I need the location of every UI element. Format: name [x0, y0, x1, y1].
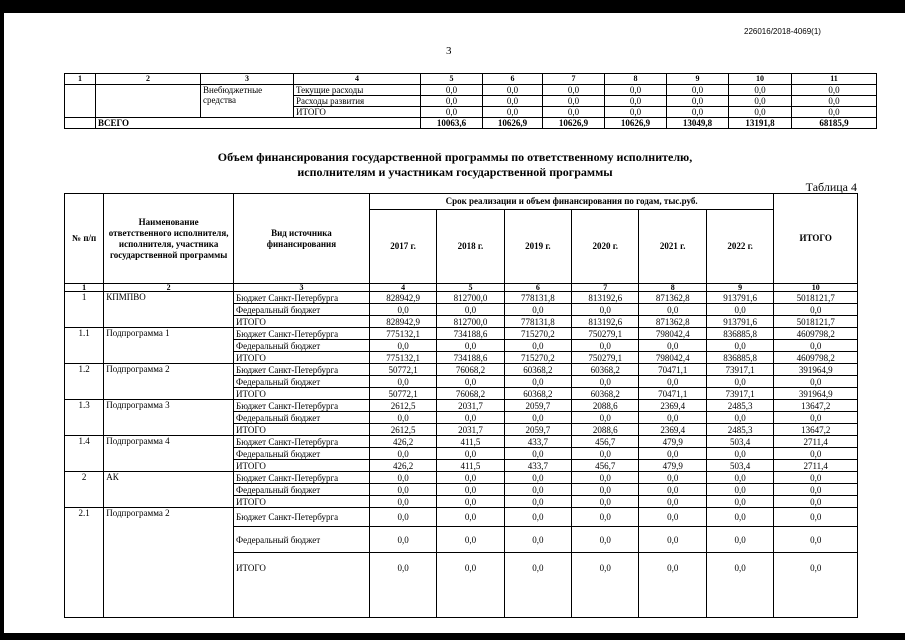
- table-row: [65, 400, 858, 412]
- value-cell: 0,0: [504, 412, 571, 424]
- value-cell: 913791,6: [706, 316, 773, 328]
- funding-source: Федеральный бюджет: [234, 527, 370, 553]
- funding-source: ИТОГО: [234, 388, 370, 400]
- value-cell: 2485,3: [706, 424, 773, 436]
- value-cell: 0,0: [437, 448, 504, 460]
- value-cell: 0,0: [639, 484, 706, 496]
- value-cell: 0,0: [437, 553, 504, 618]
- column-number: 10: [774, 284, 858, 292]
- value-cell: 0,0: [437, 304, 504, 316]
- value-cell: 0,0: [706, 472, 773, 484]
- value-cell: 60368,2: [572, 364, 639, 376]
- column-number: 4: [294, 74, 421, 85]
- header-name: Наименование ответственного исполнителя, исполнителя, участника государственной программы: [104, 194, 234, 284]
- value-cell: 391964,9: [774, 364, 858, 376]
- value-cell: 0,0: [729, 85, 792, 96]
- funding-source: Бюджет Санкт-Петербурга: [234, 472, 370, 484]
- value-cell: 836885,8: [706, 328, 773, 340]
- value-cell: 812700,0: [437, 316, 504, 328]
- value-cell: 0,0: [605, 107, 667, 118]
- funding-source: ИТОГО: [234, 553, 370, 618]
- value-cell: 0,0: [774, 472, 858, 484]
- value-cell: 0,0: [369, 527, 436, 553]
- value-cell: 0,0: [543, 85, 605, 96]
- total-value: 13049,8: [667, 118, 729, 129]
- column-number: 6: [504, 284, 571, 292]
- value-cell: 456,7: [572, 460, 639, 472]
- value-cell: 4609798,2: [774, 352, 858, 364]
- value-cell: 0,0: [543, 96, 605, 107]
- section-title-line-1: Объем финансирования государственной программы по ответственному исполнителю,: [217, 150, 693, 164]
- scan-border-top: [0, 0, 905, 13]
- value-cell: 2369,4: [639, 424, 706, 436]
- value-cell: 0,0: [572, 472, 639, 484]
- value-cell: 0,0: [483, 107, 543, 118]
- value-cell: 0,0: [774, 496, 858, 508]
- funding-source: ИТОГО: [234, 424, 370, 436]
- value-cell: 0,0: [706, 496, 773, 508]
- section-title-line-2: исполнителям и участникам государственной программы: [297, 165, 613, 179]
- total-value: 10626,9: [483, 118, 543, 129]
- row-number: 1.2: [65, 364, 104, 400]
- value-cell: 5018121,7: [774, 292, 858, 304]
- value-cell: 828942,9: [369, 292, 436, 304]
- value-cell: 426,2: [369, 460, 436, 472]
- value-cell: 0,0: [369, 376, 436, 388]
- value-cell: 0,0: [504, 448, 571, 460]
- executor-name: Подпрограмма 1: [104, 328, 234, 364]
- value-cell: 0,0: [421, 96, 483, 107]
- value-cell: 0,0: [639, 496, 706, 508]
- total-value: 68185,9: [792, 118, 877, 129]
- value-cell: 775132,1: [369, 352, 436, 364]
- value-cell: 0,0: [639, 553, 706, 618]
- header-row: [65, 194, 858, 210]
- value-cell: 0,0: [706, 484, 773, 496]
- value-cell: 0,0: [639, 472, 706, 484]
- table-row: [65, 472, 858, 484]
- funding-source: Бюджет Санкт-Петербурга: [234, 436, 370, 448]
- header-year: 2018 г.: [437, 210, 504, 284]
- table-row: [65, 292, 858, 304]
- row-number: 1.1: [65, 328, 104, 364]
- value-cell: 433,7: [504, 436, 571, 448]
- value-cell: 0,0: [572, 553, 639, 618]
- value-cell: 0,0: [572, 496, 639, 508]
- value-cell: 0,0: [437, 340, 504, 352]
- value-cell: 391964,9: [774, 388, 858, 400]
- column-number: 4: [369, 284, 436, 292]
- value-cell: 2369,4: [639, 400, 706, 412]
- value-cell: 13647,2: [774, 424, 858, 436]
- value-cell: 0,0: [543, 107, 605, 118]
- column-number: 7: [572, 284, 639, 292]
- value-cell: 0,0: [792, 96, 877, 107]
- value-cell: 2711,4: [774, 436, 858, 448]
- value-cell: 50772,1: [369, 388, 436, 400]
- scan-border-left: [0, 0, 4, 640]
- value-cell: 813192,6: [572, 292, 639, 304]
- column-number: 8: [639, 284, 706, 292]
- source-group-label: Внебюджетные средства: [201, 85, 294, 118]
- value-cell: 2485,3: [706, 400, 773, 412]
- value-cell: 411,5: [437, 436, 504, 448]
- value-cell: 2612,5: [369, 424, 436, 436]
- value-cell: 0,0: [572, 304, 639, 316]
- total-value: 13191,8: [729, 118, 792, 129]
- column-number: 3: [234, 284, 370, 292]
- value-cell: 0,0: [729, 96, 792, 107]
- continued-funding-table: [64, 73, 877, 129]
- value-cell: 0,0: [639, 412, 706, 424]
- value-cell: 2059,7: [504, 400, 571, 412]
- value-cell: 60368,2: [504, 388, 571, 400]
- value-cell: 0,0: [706, 412, 773, 424]
- value-cell: 60368,2: [572, 388, 639, 400]
- executor-name: Подпрограмма 2: [104, 364, 234, 400]
- value-cell: 0,0: [572, 527, 639, 553]
- value-cell: 0,0: [639, 304, 706, 316]
- executor-name: Подпрограмма 3: [104, 400, 234, 436]
- value-cell: 0,0: [504, 484, 571, 496]
- funding-source: Бюджет Санкт-Петербурга: [234, 400, 370, 412]
- value-cell: 871362,8: [639, 316, 706, 328]
- value-cell: 0,0: [437, 484, 504, 496]
- funding-source: Бюджет Санкт-Петербурга: [234, 292, 370, 304]
- funding-source: Федеральный бюджет: [234, 376, 370, 388]
- column-number-row: [65, 74, 877, 85]
- row-number: 2: [65, 472, 104, 508]
- value-cell: 0,0: [639, 448, 706, 460]
- value-cell: 76068,2: [437, 364, 504, 376]
- column-number: 7: [543, 74, 605, 85]
- value-cell: 0,0: [605, 96, 667, 107]
- value-cell: 0,0: [437, 376, 504, 388]
- value-cell: 0,0: [483, 96, 543, 107]
- value-cell: 0,0: [706, 448, 773, 460]
- column-number: 5: [437, 284, 504, 292]
- section-title: [130, 150, 780, 180]
- value-cell: 0,0: [706, 553, 773, 618]
- row-number: 1.4: [65, 436, 104, 472]
- value-cell: 0,0: [437, 527, 504, 553]
- value-cell: 0,0: [572, 448, 639, 460]
- funding-source: Федеральный бюджет: [234, 412, 370, 424]
- document-id: 226016/2018-4069(1): [744, 27, 821, 36]
- header-year: 2022 г.: [706, 210, 773, 284]
- header-year: 2020 г.: [572, 210, 639, 284]
- value-cell: 0,0: [437, 508, 504, 527]
- column-number: 1: [65, 284, 104, 292]
- column-number: 9: [706, 284, 773, 292]
- funding-source: Бюджет Санкт-Петербурга: [234, 508, 370, 527]
- value-cell: 0,0: [572, 484, 639, 496]
- column-number: 2: [104, 284, 234, 292]
- value-cell: 4609798,2: [774, 328, 858, 340]
- value-cell: 479,9: [639, 436, 706, 448]
- header-year: 2021 г.: [639, 210, 706, 284]
- column-number: 2: [96, 74, 201, 85]
- value-cell: 0,0: [369, 472, 436, 484]
- value-cell: 2059,7: [504, 424, 571, 436]
- value-cell: 0,0: [774, 508, 858, 527]
- column-number: 6: [483, 74, 543, 85]
- value-cell: 0,0: [504, 304, 571, 316]
- empty-cell: [96, 85, 201, 118]
- funding-source: Бюджет Санкт-Петербурга: [234, 364, 370, 376]
- value-cell: 0,0: [706, 508, 773, 527]
- funding-source: Федеральный бюджет: [234, 484, 370, 496]
- value-cell: 913791,6: [706, 292, 773, 304]
- value-cell: 0,0: [504, 496, 571, 508]
- value-cell: 0,0: [774, 340, 858, 352]
- value-cell: 60368,2: [504, 364, 571, 376]
- value-cell: 73917,1: [706, 388, 773, 400]
- value-cell: 775132,1: [369, 328, 436, 340]
- header-year: 2017 г.: [369, 210, 436, 284]
- value-cell: 0,0: [706, 340, 773, 352]
- column-number: 1: [65, 74, 96, 85]
- total-row: [65, 118, 877, 129]
- value-cell: 479,9: [639, 460, 706, 472]
- value-cell: 2088,6: [572, 424, 639, 436]
- value-cell: 715270,2: [504, 328, 571, 340]
- row-number: 1.3: [65, 400, 104, 436]
- value-cell: 0,0: [504, 376, 571, 388]
- value-cell: 0,0: [437, 412, 504, 424]
- column-number: 10: [729, 74, 792, 85]
- value-cell: 0,0: [572, 508, 639, 527]
- value-cell: 0,0: [774, 448, 858, 460]
- value-cell: 2612,5: [369, 400, 436, 412]
- value-cell: 0,0: [774, 376, 858, 388]
- funding-source: ИТОГО: [234, 316, 370, 328]
- table-row: [65, 364, 858, 376]
- value-cell: 750279,1: [572, 352, 639, 364]
- value-cell: 812700,0: [437, 292, 504, 304]
- expense-type: ИТОГО: [294, 107, 421, 118]
- funding-source: Бюджет Санкт-Петербурга: [234, 328, 370, 340]
- header-num: № п/п: [65, 194, 104, 284]
- value-cell: 0,0: [369, 508, 436, 527]
- value-cell: 0,0: [421, 107, 483, 118]
- funding-source: ИТОГО: [234, 496, 370, 508]
- value-cell: 2088,6: [572, 400, 639, 412]
- value-cell: 0,0: [774, 553, 858, 618]
- value-cell: 778131,8: [504, 292, 571, 304]
- value-cell: 734188,6: [437, 352, 504, 364]
- value-cell: 0,0: [504, 472, 571, 484]
- value-cell: 0,0: [504, 553, 571, 618]
- executor-name: КПМПВО: [104, 292, 234, 328]
- value-cell: 0,0: [667, 85, 729, 96]
- expense-type: Расходы развития: [294, 96, 421, 107]
- executor-name: Подпрограмма 4: [104, 436, 234, 472]
- funding-source: Федеральный бюджет: [234, 304, 370, 316]
- value-cell: 0,0: [774, 527, 858, 553]
- value-cell: 0,0: [369, 448, 436, 460]
- executor-name: АК: [104, 472, 234, 508]
- value-cell: 0,0: [706, 376, 773, 388]
- value-cell: 0,0: [605, 85, 667, 96]
- column-number: 5: [421, 74, 483, 85]
- value-cell: 0,0: [639, 376, 706, 388]
- value-cell: 2031,7: [437, 424, 504, 436]
- header-total: ИТОГО: [774, 194, 858, 284]
- page-number: 3: [446, 45, 452, 57]
- value-cell: 0,0: [639, 508, 706, 527]
- value-cell: 0,0: [572, 340, 639, 352]
- expense-type: Текущие расходы: [294, 85, 421, 96]
- value-cell: 0,0: [729, 107, 792, 118]
- value-cell: 0,0: [504, 340, 571, 352]
- value-cell: 411,5: [437, 460, 504, 472]
- funding-source: ИТОГО: [234, 460, 370, 472]
- value-cell: 0,0: [369, 412, 436, 424]
- column-number: 3: [201, 74, 294, 85]
- value-cell: 73917,1: [706, 364, 773, 376]
- value-cell: 0,0: [639, 340, 706, 352]
- value-cell: 0,0: [706, 304, 773, 316]
- executor-name: Подпрограмма 2: [104, 508, 234, 618]
- header-period: Срок реализации и объем финансирования по годам, тыс.руб.: [369, 194, 774, 210]
- table-row: [65, 328, 858, 340]
- value-cell: 0,0: [369, 496, 436, 508]
- value-cell: 0,0: [437, 496, 504, 508]
- table-row: [65, 508, 858, 527]
- value-cell: 0,0: [572, 376, 639, 388]
- value-cell: 0,0: [504, 508, 571, 527]
- table-row: [65, 436, 858, 448]
- header-source: Вид источника финансирования: [234, 194, 370, 284]
- value-cell: 0,0: [572, 412, 639, 424]
- value-cell: 798042,4: [639, 328, 706, 340]
- total-label: ВСЕГО: [96, 118, 421, 129]
- column-number: 8: [605, 74, 667, 85]
- value-cell: 503,4: [706, 460, 773, 472]
- funding-source: ИТОГО: [234, 352, 370, 364]
- empty-cell: [65, 85, 96, 118]
- value-cell: 0,0: [369, 484, 436, 496]
- value-cell: 0,0: [639, 527, 706, 553]
- value-cell: 0,0: [369, 553, 436, 618]
- value-cell: 0,0: [667, 107, 729, 118]
- column-number-row: [65, 284, 858, 292]
- funding-source: Федеральный бюджет: [234, 340, 370, 352]
- value-cell: 0,0: [504, 527, 571, 553]
- column-number: 11: [792, 74, 877, 85]
- total-value: 10626,9: [605, 118, 667, 129]
- value-cell: 503,4: [706, 436, 773, 448]
- value-cell: 0,0: [774, 304, 858, 316]
- funding-source: Федеральный бюджет: [234, 448, 370, 460]
- table-label: Таблица 4: [805, 180, 857, 194]
- column-number: 9: [667, 74, 729, 85]
- value-cell: 0,0: [667, 96, 729, 107]
- value-cell: 70471,1: [639, 364, 706, 376]
- scan-border-bottom: [0, 633, 905, 640]
- empty-cell: [65, 118, 96, 129]
- value-cell: 828942,9: [369, 316, 436, 328]
- value-cell: 0,0: [792, 85, 877, 96]
- value-cell: 0,0: [369, 304, 436, 316]
- value-cell: 0,0: [421, 85, 483, 96]
- value-cell: 750279,1: [572, 328, 639, 340]
- table-row: [65, 85, 877, 96]
- value-cell: 0,0: [792, 107, 877, 118]
- value-cell: 871362,8: [639, 292, 706, 304]
- funding-by-executor-table: [64, 193, 858, 618]
- value-cell: 76068,2: [437, 388, 504, 400]
- total-value: 10063,6: [421, 118, 483, 129]
- value-cell: 813192,6: [572, 316, 639, 328]
- value-cell: 0,0: [483, 85, 543, 96]
- value-cell: 0,0: [437, 472, 504, 484]
- value-cell: 715270,2: [504, 352, 571, 364]
- value-cell: 50772,1: [369, 364, 436, 376]
- value-cell: 0,0: [774, 412, 858, 424]
- value-cell: 70471,1: [639, 388, 706, 400]
- value-cell: 5018121,7: [774, 316, 858, 328]
- value-cell: 433,7: [504, 460, 571, 472]
- value-cell: 0,0: [706, 527, 773, 553]
- value-cell: 456,7: [572, 436, 639, 448]
- value-cell: 426,2: [369, 436, 436, 448]
- value-cell: 798042,4: [639, 352, 706, 364]
- value-cell: 2031,7: [437, 400, 504, 412]
- value-cell: 778131,8: [504, 316, 571, 328]
- row-number: 1: [65, 292, 104, 328]
- row-number: 2.1: [65, 508, 104, 618]
- value-cell: 2711,4: [774, 460, 858, 472]
- value-cell: 836885,8: [706, 352, 773, 364]
- value-cell: 0,0: [774, 484, 858, 496]
- value-cell: 13647,2: [774, 400, 858, 412]
- value-cell: 0,0: [369, 340, 436, 352]
- value-cell: 734188,6: [437, 328, 504, 340]
- total-value: 10626,9: [543, 118, 605, 129]
- header-year: 2019 г.: [504, 210, 571, 284]
